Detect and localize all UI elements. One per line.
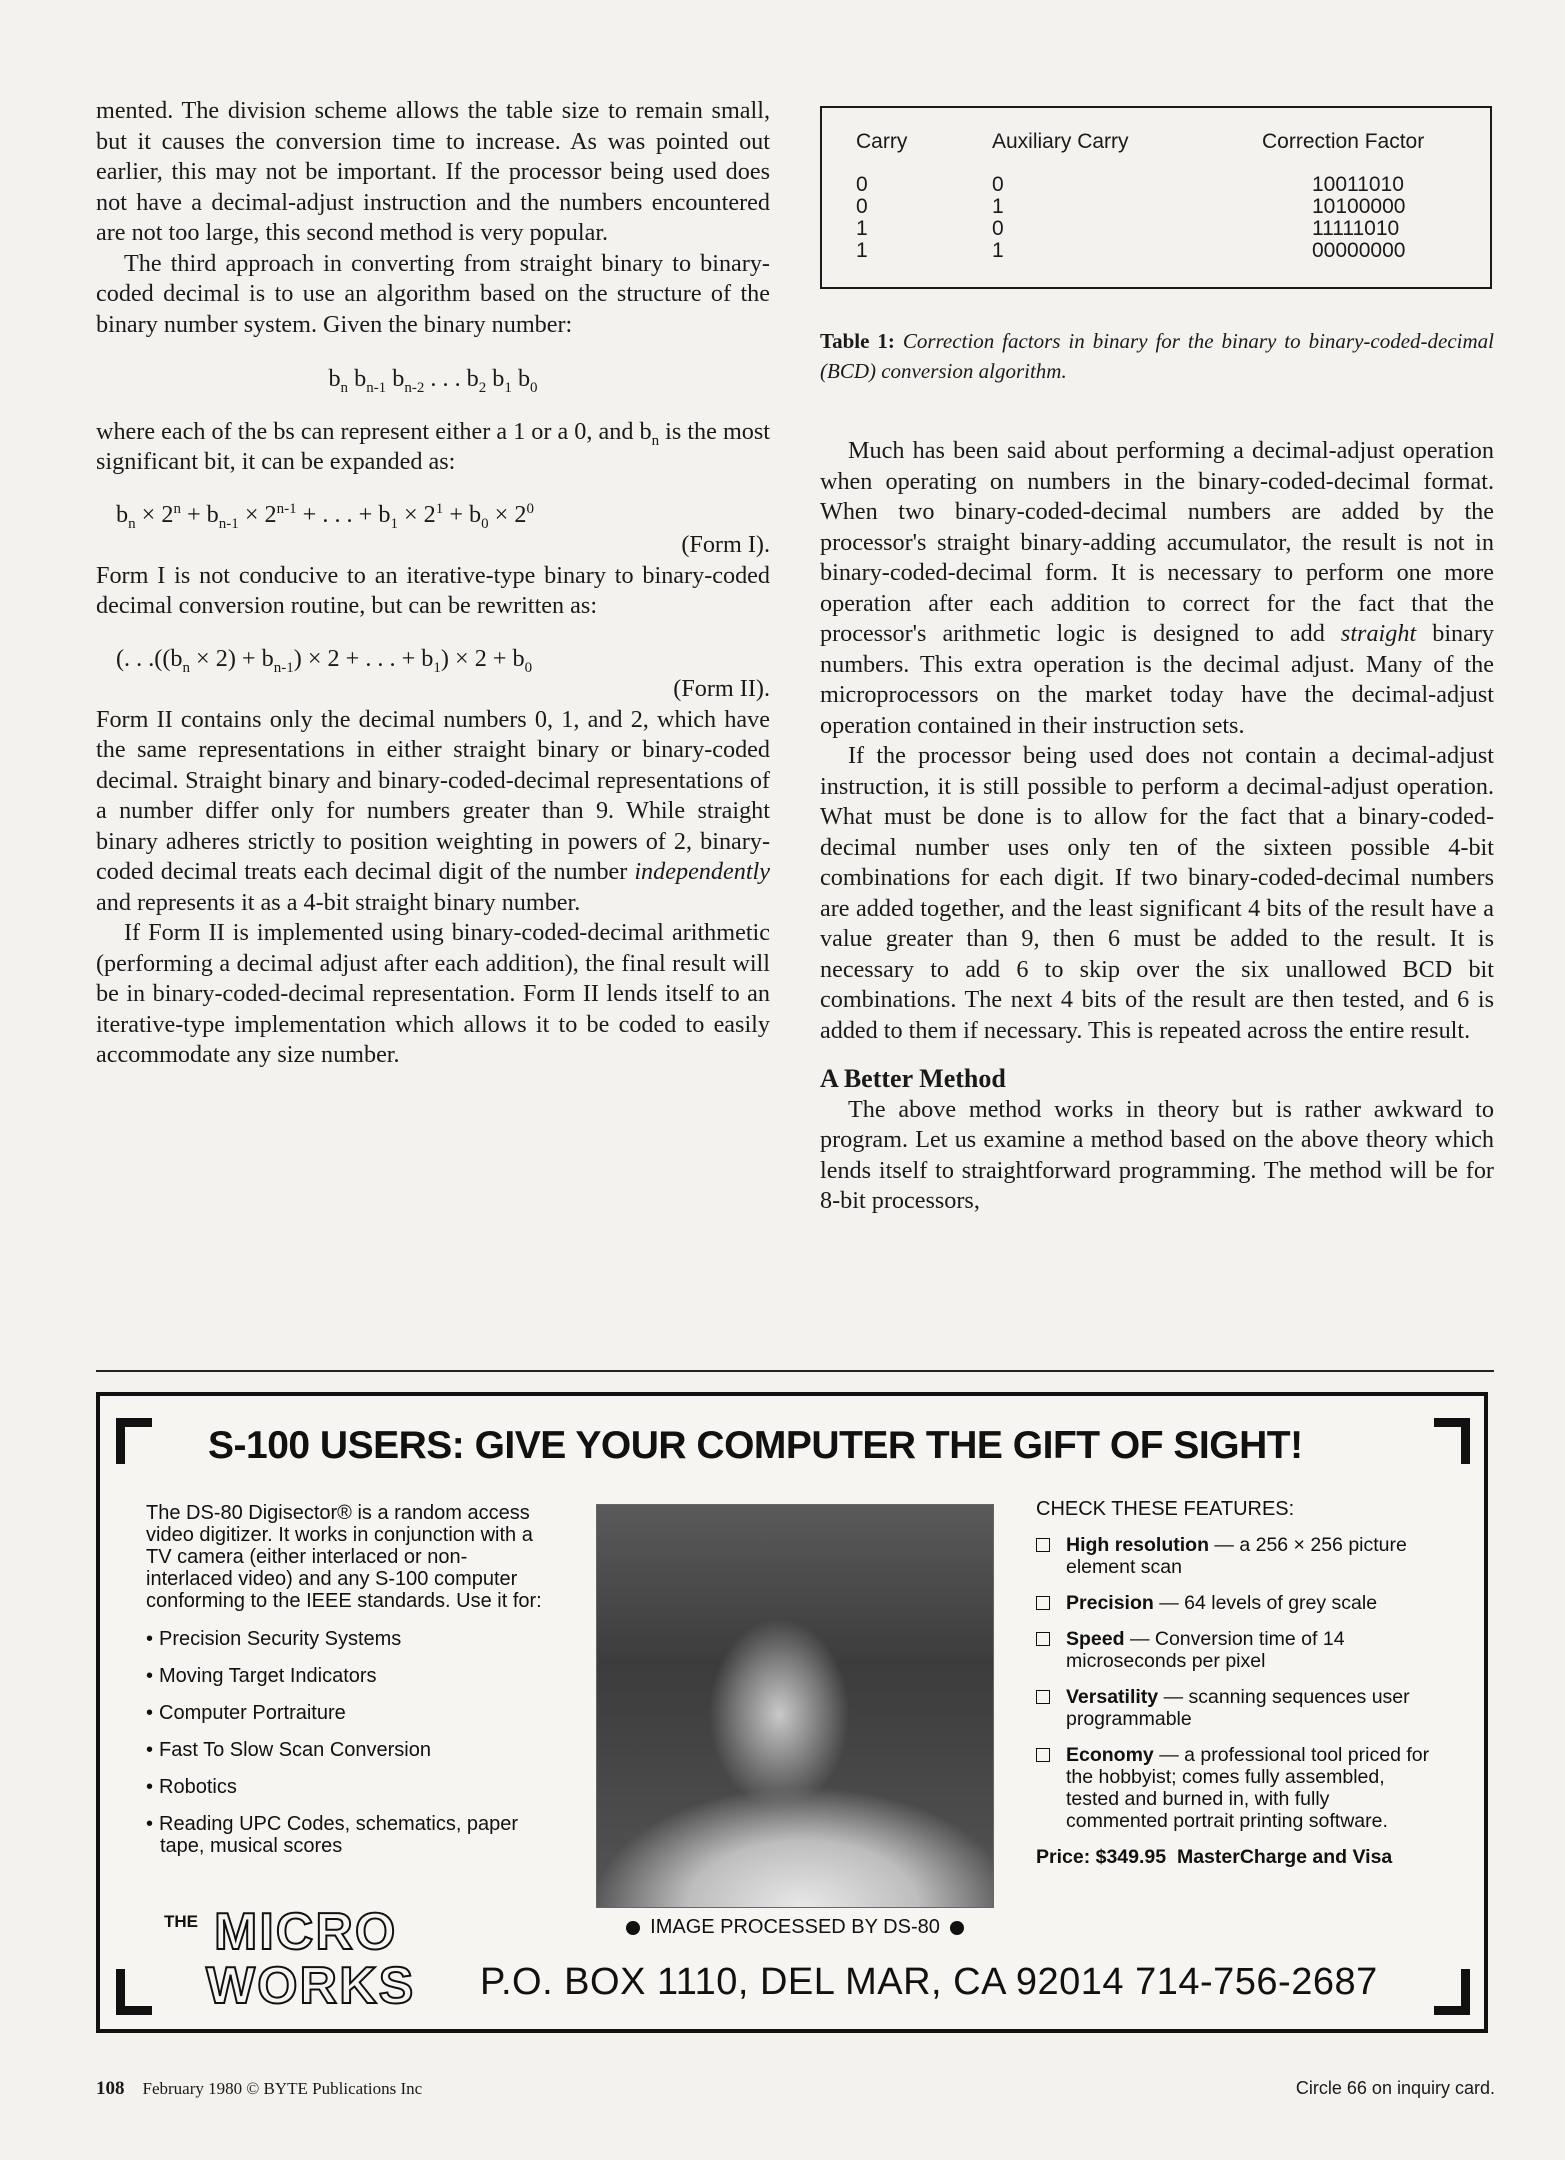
section-heading: A Better Method xyxy=(820,1064,1006,1093)
left-paragraph-3-a: where each of the bs can represent either a 1 or a 0, and b xyxy=(96,417,652,445)
table-cell: 0 xyxy=(856,173,868,196)
emphasis-independently: independently xyxy=(634,858,770,885)
table-cell: 11111010 xyxy=(1312,217,1400,240)
checkbox-icon xyxy=(1036,1748,1050,1762)
ad-corner-bracket xyxy=(116,1969,152,2015)
table-header-carry: Carry xyxy=(856,130,908,153)
left-column xyxy=(96,96,770,1071)
feature-item xyxy=(1036,1686,1432,1730)
feature-item xyxy=(1036,1744,1432,1832)
form-1-label: (Form I). xyxy=(681,531,770,558)
feature-desc: — 64 levels of grey scale xyxy=(1159,1592,1378,1614)
list-item: • Moving Target Indicators xyxy=(146,1665,548,1687)
feature-desc: — a professional tool priced for the hobbyist; comes fully assembled, tested and burned in, with fully commented portrait printing software. xyxy=(1066,1744,1430,1832)
feature-item xyxy=(1036,1592,1432,1614)
left-paragraph-5-a: Form II contains only the decimal numbers 0, 1, and 2, which have the same representations in either straight binary or binary-coded decimal. Straight binary and binary-coded-decimal representations of a number differ only for numbers greater than 9. While straight binary adheres strictly to position weighting in powers of 2, binary-coded decimal treats each decimal digit of the number xyxy=(96,705,770,885)
list-item: • Fast To Slow Scan Conversion xyxy=(146,1739,548,1761)
left-paragraph-2: The third approach in converting from straight binary to binary-coded decimal is to use an algorithm based on the structure of the binary number system. Given the binary number: xyxy=(96,249,770,338)
right-paragraph-2: If the processor being used does not contain a decimal-adjust instruction, it is still possible to perform a decimal-adjust operation. What must be done is to allow for the fact that a binary-coded-decimal number uses only ten of the sixteen possible 4-bit combinations for each digit. If two binary-coded-decimal numbers are added together, and the least significant 4 bits of the result have a value greater than 9, then 6 must be added to the result. It is necessary to add 6 to skip over the six unallowed BCD bit combinations. The next 4 bits of the result are then tested, and 6 is added to them if necessary. This is repeated across the entire result. xyxy=(820,742,1494,1044)
form-2-label: (Form II). xyxy=(673,675,770,702)
feature-item xyxy=(1036,1534,1432,1578)
checkbox-icon xyxy=(1036,1690,1050,1704)
feature-name: Precision xyxy=(1066,1592,1154,1614)
bullet-dot-icon xyxy=(950,1921,964,1935)
feature-name: Speed xyxy=(1066,1628,1125,1650)
table-header-auxiliary-carry: Auxiliary Carry xyxy=(992,130,1129,153)
table-caption-label: Table 1: xyxy=(820,329,895,353)
list-item: • Computer Portraiture xyxy=(146,1702,548,1724)
ad-intro: The DS-80 Digisector® is a random access video digitizer. It works in conjunction with a TV camera (either interlaced or non-interlaced video) and any S-100 computer conforming to the IEEE standards. Use it for: xyxy=(146,1502,542,1612)
portrait-photo xyxy=(596,1504,994,1908)
ad-uses-list xyxy=(146,1628,548,1857)
checkbox-icon xyxy=(1036,1596,1050,1610)
ad-headline: S-100 USERS: GIVE YOUR COMPUTER THE GIFT OF SIGHT! xyxy=(208,1424,1303,1467)
table-column-auxiliary-carry xyxy=(992,174,1004,262)
ad-corner-bracket xyxy=(1434,1418,1470,1464)
page-footer-left xyxy=(96,2078,422,2100)
table-cell: 1 xyxy=(856,239,868,262)
ad-intro-section xyxy=(146,1502,548,1872)
logo-micro: MICRO xyxy=(214,1903,398,1961)
payment-methods: MasterCharge and Visa xyxy=(1176,1846,1393,1868)
right-paragraph-1 xyxy=(820,436,1494,741)
correction-factor-table xyxy=(820,106,1492,289)
table-cell: 0 xyxy=(992,173,1004,196)
inquiry-note: Circle 66 on inquiry card. xyxy=(1295,2078,1495,2098)
advertisement xyxy=(96,1392,1488,2033)
list-item: • Robotics xyxy=(146,1776,548,1798)
right-paragraph-1-b: binary numbers. This extra operation is the decimal adjust. Many of the microprocessors on the market today have the decimal-adjust operation contained in their instruction sets. xyxy=(820,620,1495,739)
list-item: • Precision Security Systems xyxy=(146,1628,548,1650)
price: Price: $349.95 xyxy=(1036,1846,1167,1868)
micro-works-logo xyxy=(148,1904,448,2024)
table-column-correction-factor xyxy=(1312,174,1405,262)
features-title: CHECK THESE FEATURES: xyxy=(1036,1498,1295,1520)
table-caption xyxy=(820,326,1494,386)
table-cell: 10011010 xyxy=(1312,173,1404,196)
table-cell: 1 xyxy=(856,217,868,240)
left-paragraph-1: mented. The division scheme allows the table size to remain small, but it causes the conversion time to increase. As was pointed out earlier, this may not be important. If the processor being used does not have a decimal-adjust instruction and the numbers encountered are not too large, this second method is very popular. xyxy=(96,97,770,246)
photo-caption-text: IMAGE PROCESSED BY DS-80 xyxy=(650,1916,940,1938)
feature-desc: — scanning sequences user programmable xyxy=(1066,1686,1410,1730)
photo-caption xyxy=(596,1916,994,1939)
left-paragraph-4: Form I is not conducive to an iterative-type binary to binary-coded decimal conversion routine, but can be rewritten as: xyxy=(96,561,770,619)
left-paragraph-6: If Form II is implemented using binary-coded-decimal arithmetic (performing a decimal adjust after each addition), the final result will be in binary-coded-decimal representation. Form II lends itself to an iterative-type implementation which allows it to be coded to easily accommodate any size number. xyxy=(96,919,770,1068)
logo-the: THE xyxy=(164,1912,198,1931)
table-column-carry xyxy=(856,174,868,262)
ad-corner-bracket xyxy=(116,1418,152,1464)
feature-item xyxy=(1036,1628,1432,1672)
logo-works: WORKS xyxy=(206,1957,416,2015)
feature-name: High resolution xyxy=(1066,1534,1209,1556)
issue-info: February 1980 © BYTE Publications Inc xyxy=(142,2079,423,2098)
list-item: • Reading UPC Codes, schematics, paper tape, musical scores xyxy=(146,1813,548,1857)
feature-name: Economy xyxy=(1066,1744,1154,1766)
feature-name: Versatility xyxy=(1066,1686,1159,1708)
table-header-correction-factor: Correction Factor xyxy=(1262,130,1425,153)
table-cell: 10100000 xyxy=(1312,195,1406,218)
form-2-equation: (. . $.((b_n \times 2) + b_{n-1}) \times 2$ + . . . + $b_1) \times 2 + b_0$ (Form II). xyxy=(96,644,770,705)
left-paragraph-3: where each of the bs can represent either a 1 or a 0, and $b_n$ is the most significant bit, it can be expanded as: xyxy=(96,417,770,475)
left-paragraph-5 xyxy=(96,705,770,919)
table-cell: 1 xyxy=(992,195,1004,218)
right-paragraph-1-a: Much has been said about performing a decimal-adjust operation when operating on numbers in the binary-coded-decimal format. When two binary-coded-decimal numbers are added by the processor's straight binary-adding accumulator, the result is not in binary-coded-decimal form. It is necessary to perform one more operation after each addition to correct for the fact that the processor's arithmetic logic is designed to add xyxy=(820,437,1494,647)
form-1-equation: $b_n \times 2^n + b_{n-1} \times 2^{n-1}$ + . . . + $b_1 \times 2^1 + b_0 \times 2^0$ (Form I). xyxy=(96,500,770,561)
right-paragraph-3: The above method works in theory but is rather awkward to program. Let us examine a method based on the above theory which lends itself to straightforward programming. The method will be for 8-bit processors, xyxy=(820,1095,1494,1214)
table-cell: 0 xyxy=(856,195,868,218)
right-column xyxy=(820,436,1494,1217)
feature-desc: — Conversion time of 14 microseconds per pixel xyxy=(1066,1628,1345,1672)
emphasis-straight: straight xyxy=(1340,620,1417,647)
binary-number-expression: $b_n$ $b_{n-1}$ $b_{n-2}$ . . . $b_2$ $b_1$ $b_0$ xyxy=(328,365,538,396)
ad-features-section xyxy=(1036,1498,1432,1868)
ad-address: P.O. BOX 1110, DEL MAR, CA 92014 714-756-2687 xyxy=(480,1961,1378,2003)
table-cell: 0 xyxy=(992,217,1004,240)
table-caption-text: Correction factors in binary for the binary to binary-coded-decimal (BCD) conversion algorithm. xyxy=(820,329,1494,383)
checkbox-icon xyxy=(1036,1538,1050,1552)
checkbox-icon xyxy=(1036,1632,1050,1646)
table-cell: 1 xyxy=(992,239,1004,262)
left-paragraph-5-b: and represents it as a 4-bit straight binary number. xyxy=(96,888,581,916)
page-number: 108 xyxy=(96,2078,125,2099)
table-cell: 00000000 xyxy=(1312,239,1406,262)
ad-corner-bracket xyxy=(1434,1969,1470,2015)
price-line xyxy=(1036,1846,1432,1868)
bullet-dot-icon xyxy=(626,1921,640,1935)
section-divider xyxy=(96,1370,1494,1372)
left-paragraph-3-b: is the most significant bit, it can be expanded as: xyxy=(96,417,770,475)
feature-desc: — a 256 × 256 picture element scan xyxy=(1066,1534,1407,1578)
